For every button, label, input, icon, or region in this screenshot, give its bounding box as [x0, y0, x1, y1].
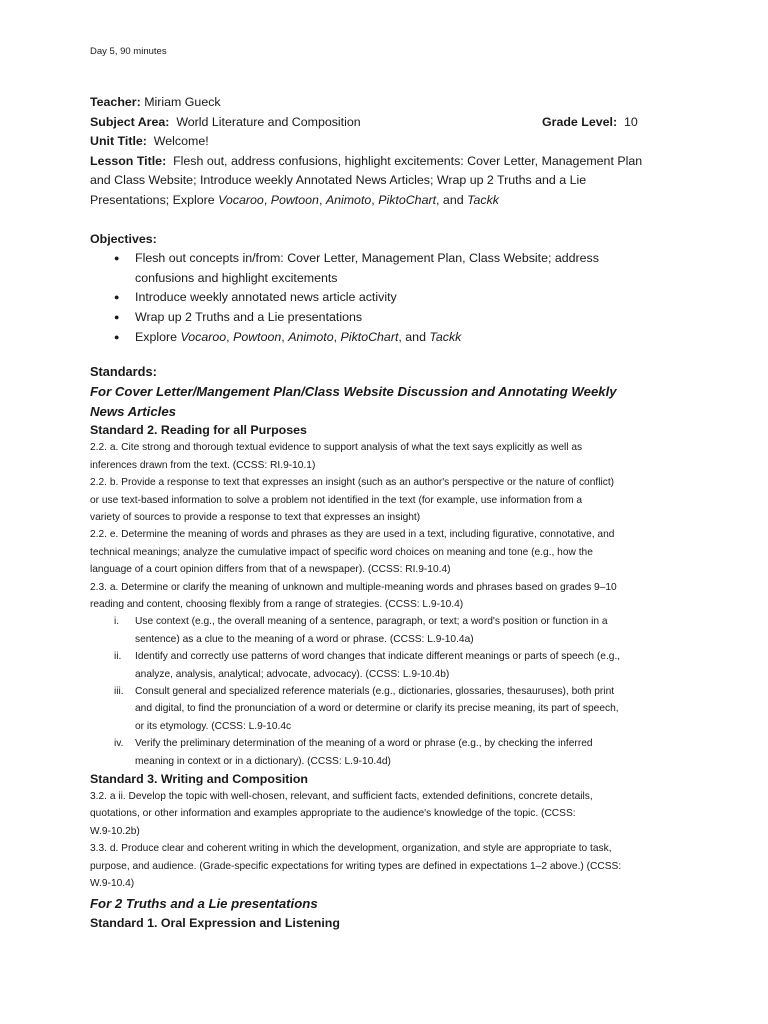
- tool-piktochart: PiktoChart: [340, 329, 399, 344]
- spacer: [90, 211, 690, 230]
- sep: ,: [371, 192, 379, 207]
- objective-item: ● Introduce weekly annotated news article activity: [90, 288, 690, 308]
- sep-and: , and: [398, 329, 430, 344]
- sep: ,: [333, 329, 341, 344]
- sep: ,: [281, 329, 289, 344]
- grade-level: [542, 113, 638, 133]
- for-cover-heading-1: For Cover Letter/Mangement Plan/Class Website Discussion and Annotating Weekly: [90, 384, 617, 400]
- tool-powtoon: Powtoon: [233, 329, 282, 344]
- for-cover-heading-2: News Articles: [90, 403, 177, 419]
- roman-num: ii.: [114, 651, 122, 663]
- roman-num: i.: [114, 616, 120, 628]
- standards-heading: Standards:: [90, 364, 157, 380]
- lesson-line-3: [90, 191, 690, 211]
- lesson-title-1: Flesh out, address confusions, highlight excitements: Cover Letter, Management Plan: [173, 153, 643, 168]
- sep-and: , and: [436, 192, 468, 207]
- std2-line: reading and content, choosing flexibly from a range of strategies. (CCSS: L.9-10.4): [90, 598, 464, 610]
- subject-value: World Literature and Composition: [176, 114, 361, 129]
- std3-line: 3.2. a ii. Develop the topic with well-chosen, relevant, and sufficient facts, extended definitions, concrete details,: [90, 791, 593, 803]
- roman-num: iv.: [114, 738, 124, 750]
- roman-line: Verify the preliminary determination of the meaning of a word or phrase (e.g., by checking the inferred: [135, 738, 593, 750]
- teacher-line: [90, 93, 690, 113]
- roman-line: and digital, to find the pronunciation of a word or determine or clarify its precise meaning, its part of speech,: [135, 703, 619, 715]
- std3-line: purpose, and audience. (Grade-specific expectations for writing types are defined in expectations 1–2 above.) (CCSS:: [90, 860, 622, 872]
- objectives-heading: [90, 230, 690, 250]
- roman-line: Consult general and specialized reference materials (e.g., dictionaries, glossaries, thesauruses), both print: [135, 686, 615, 697]
- roman-item: [90, 648, 690, 683]
- roman-item: [90, 735, 690, 770]
- roman-num: iii.: [114, 686, 124, 697]
- lesson-label: Lesson Title:: [90, 153, 167, 168]
- objective-text-cont: confusions and highlight excitements: [135, 270, 338, 285]
- std2-line: inferences drawn from the text. (CCSS: RI.9-10.1): [90, 459, 316, 471]
- tool-vocaroo: Vocaroo: [218, 192, 264, 207]
- std2-line: 2.2. e. Determine the meaning of words and phrases as they are used in a text, including figurative, connotative, and: [90, 529, 615, 541]
- spacer: [90, 347, 690, 362]
- grade-value: 10: [623, 114, 638, 129]
- header-note: Day 5, 90 minutes: [90, 46, 167, 57]
- std2-line: technical meanings; analyze the cumulative impact of specific word choices on meaning and tone (e.g., how the: [90, 546, 593, 558]
- standard-1-heading: Standard 1. Oral Expression and Listening: [90, 916, 340, 931]
- roman-line: analyze, analysis, analytical; advocate, advocacy). (CCSS: L.9-10.4b): [135, 668, 450, 680]
- tool-tackk: Tackk: [429, 329, 462, 344]
- std2-line: variety of sources to provide a response to text that expresses an insight): [90, 511, 421, 523]
- tool-piktochart: PiktoChart: [378, 192, 437, 207]
- lesson-plan-body: [90, 93, 690, 932]
- standard-3-heading: Standard 3. Writing and Composition: [90, 772, 308, 787]
- grade-label: Grade Level:: [542, 114, 618, 129]
- roman-list: [90, 613, 690, 770]
- sep: ,: [318, 192, 326, 207]
- objective-item: [90, 328, 690, 348]
- tool-animoto: Animoto: [288, 329, 334, 344]
- tool-animoto: Animoto: [325, 192, 372, 207]
- lesson-line-1: [90, 152, 690, 172]
- roman-line: Identify and correctly use patterns of word changes that indicate different meanings or parts of speech (e.g.,: [135, 651, 621, 663]
- roman-item: [90, 683, 690, 735]
- roman-line: Use context (e.g., the overall meaning of a sentence, paragraph, or text; a word's position or function in a: [135, 616, 608, 628]
- objectives-heading-text: Objectives:: [90, 231, 157, 246]
- unit-label: Unit Title:: [90, 134, 147, 149]
- std3-line: quotations, or other information and examples appropriate to the audience's knowledge of the topic. (CCSS:: [90, 808, 576, 820]
- standard-3-text: [90, 788, 690, 892]
- std3-line: W.9-10.4): [90, 878, 135, 890]
- unit-value: Welcome!: [153, 134, 209, 149]
- objective-item: [90, 249, 690, 288]
- std3-line: 3.3. d. Produce clear and coherent writing in which the development, organization, and style are appropriate to task,: [90, 843, 612, 855]
- objective-item: ● Wrap up 2 Truths and a Lie presentations: [90, 308, 690, 328]
- explore-lead: Explore: [135, 329, 181, 344]
- objectives-list: [90, 249, 690, 347]
- roman-line: or its etymology. (CCSS: L.9-10.4c: [135, 720, 292, 732]
- std2-line: 2.3. a. Determine or clarify the meaning of unknown and multiple-meaning words and phrases based on grades 9–10: [90, 581, 617, 593]
- unit-line: [90, 132, 690, 152]
- sep: ,: [263, 192, 271, 207]
- for-truths-heading: For 2 Truths and a Lie presentations: [90, 896, 318, 912]
- standard-2-heading: Standard 2. Reading for all Purposes: [90, 423, 307, 438]
- tool-powtoon: Powtoon: [270, 192, 319, 207]
- subject-line: [90, 113, 690, 133]
- subject-label: Subject Area:: [90, 114, 170, 129]
- std2-line: or use text-based information to solve a problem not identified in the text (for example, use information from a: [90, 494, 583, 506]
- teacher-name: Miriam Gueck: [144, 95, 221, 109]
- std2-line: 2.2. a. Cite strong and thorough textual evidence to support analysis of what the text says explicitly as well as: [90, 442, 583, 454]
- lesson-line-3-lead: Presentations; Explore: [90, 192, 219, 207]
- roman-line: sentence) as a clue to the meaning of a word or phrase. (CCSS: L.9-10.4a): [135, 633, 474, 645]
- roman-line: meaning in context or in a dictionary). (CCSS: L.9-10.4d): [135, 755, 391, 767]
- standard-2-text: [90, 439, 690, 770]
- sep: ,: [226, 329, 234, 344]
- teacher-label: Teacher:: [90, 95, 141, 109]
- std3-line: W.9-10.2b): [90, 825, 140, 837]
- tool-vocaroo: Vocaroo: [180, 329, 227, 344]
- objective-text: Flesh out concepts in/from: Cover Letter, Management Plan, Class Website; address: [135, 251, 599, 266]
- roman-item: [90, 613, 690, 648]
- std2-line: language of a court opinion differs from that of a newspaper). (CCSS: RI.9-10.4): [90, 564, 451, 576]
- lesson-line-2: and Class Website; Introduce weekly Annotated News Articles; Wrap up 2 Truths and a Lie: [90, 173, 587, 188]
- std2-line: 2.2. b. Provide a response to text that expresses an insight (such as an author's perspective or the nature of conflict): [90, 477, 615, 489]
- tool-tackk: Tackk: [467, 192, 499, 207]
